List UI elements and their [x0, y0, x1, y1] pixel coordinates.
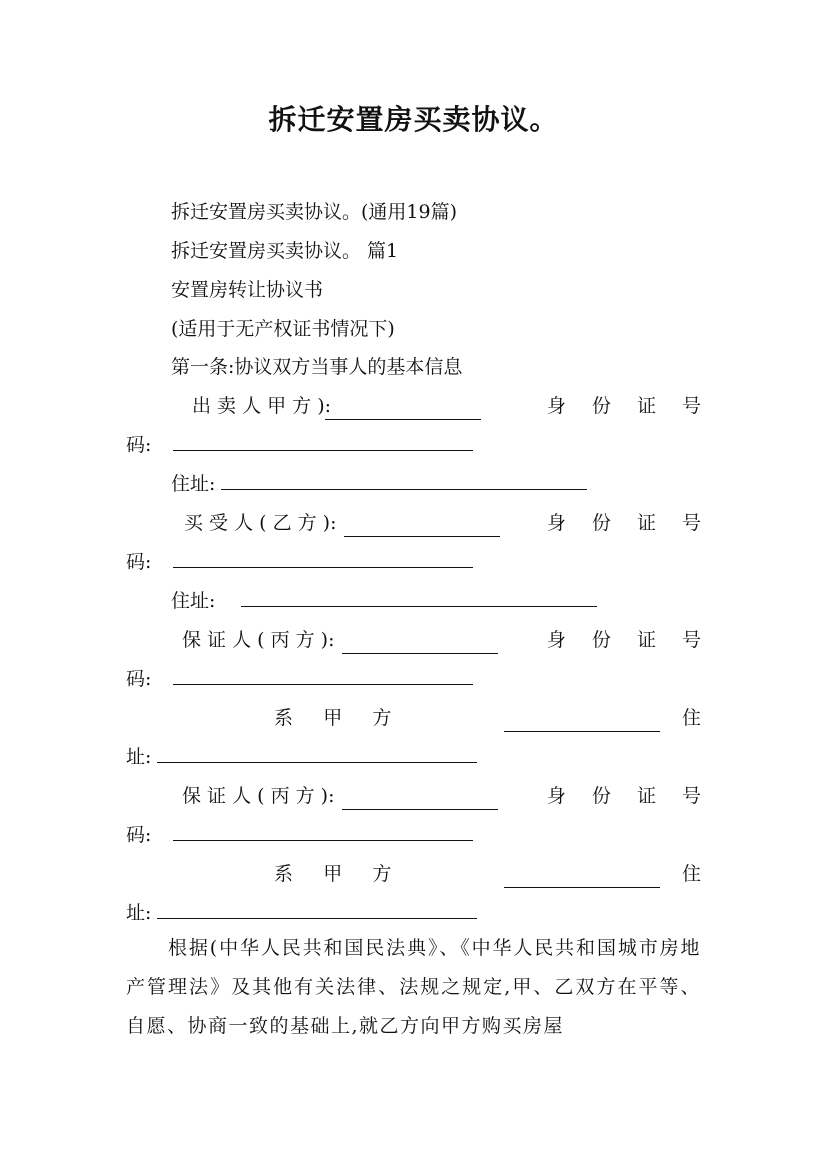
guarantor-1-id-label: 身 份 证 号 [546, 629, 711, 651]
intro-line-4: (适用于无产权证书情况下) [171, 318, 395, 340]
seller-address-row [171, 470, 587, 498]
document-title: 拆迁安置房买卖协议。 [268, 103, 559, 136]
buyer-id-label-tail: 码: [126, 551, 152, 573]
guarantor-1-id-blank [173, 666, 473, 685]
buyer-row [126, 509, 711, 537]
intro-line-3: 安置房转让协议书 [171, 279, 324, 301]
guarantor-1-relation-label: 系 甲 方 [274, 707, 392, 729]
guarantor-1-address-blank [157, 744, 477, 763]
guarantor-2-row [126, 782, 711, 810]
guarantor-2-address-label: 住 [681, 863, 701, 885]
seller-row [126, 392, 711, 420]
intro-line-5: 第一条:协议双方当事人的基本信息 [171, 356, 463, 378]
buyer-id-row [126, 548, 473, 576]
guarantor-2-relation-row [126, 860, 701, 888]
guarantor-1-id-row [126, 665, 473, 693]
guarantor-2-label: 保 证 人 ( 丙 方 ): [182, 785, 335, 807]
buyer-address-label: 住址: [171, 590, 216, 612]
buyer-address-row [171, 587, 597, 615]
guarantor-1-relation-row [126, 704, 701, 732]
buyer-id-label: 身 份 证 号 [546, 512, 711, 534]
buyer-label: 买 受 人 ( 乙 方 ): [184, 512, 337, 534]
guarantor-1-id-label-tail: 码: [126, 668, 152, 690]
guarantor-1-relation-blank [504, 713, 660, 732]
body-paragraph: 根据(中华人民共和国民法典》、《中华人民共和国城市房地产管理法》及其他有关法律、法规之规定,甲、乙双方在平等、自愿、协商一致的基础上,就乙方向甲方购买房屋 [126, 937, 701, 1037]
seller-id-row [126, 431, 473, 459]
guarantor-1-row [126, 626, 711, 654]
buyer-id-blank [173, 549, 473, 568]
guarantor-2-address-row [126, 899, 477, 927]
guarantor-1-name-blank [342, 635, 498, 654]
seller-id-label-tail: 码: [126, 434, 152, 456]
intro-line-2: 拆迁安置房买卖协议。 篇1 [171, 240, 399, 262]
guarantor-2-address-label-tail: 址: [126, 902, 152, 924]
guarantor-1-label: 保 证 人 ( 丙 方 ): [182, 629, 335, 651]
guarantor-1-address-label: 住 [681, 707, 701, 729]
buyer-name-blank [344, 518, 500, 537]
guarantor-2-address-blank [157, 900, 477, 919]
seller-id-label: 身 份 证 号 [546, 395, 711, 417]
guarantor-1-address-label-tail: 址: [126, 746, 152, 768]
guarantor-1-address-row [126, 743, 477, 771]
guarantor-2-id-row [126, 821, 473, 849]
guarantor-2-id-label: 身 份 证 号 [546, 785, 711, 807]
seller-label: 出 卖 人 甲 方 ): [192, 395, 332, 417]
guarantor-2-id-label-tail: 码: [126, 824, 152, 846]
seller-address-label: 住址: [171, 473, 216, 495]
seller-address-blank [221, 471, 587, 490]
guarantor-2-relation-blank [504, 869, 660, 888]
intro-line-1: 拆迁安置房买卖协议。(通用19篇) [171, 201, 458, 223]
guarantor-2-relation-label: 系 甲 方 [274, 863, 392, 885]
seller-name-blank [325, 401, 481, 420]
buyer-address-blank [241, 588, 597, 607]
guarantor-2-id-blank [173, 822, 473, 841]
guarantor-2-name-blank [342, 791, 498, 810]
seller-id-blank [173, 432, 473, 451]
